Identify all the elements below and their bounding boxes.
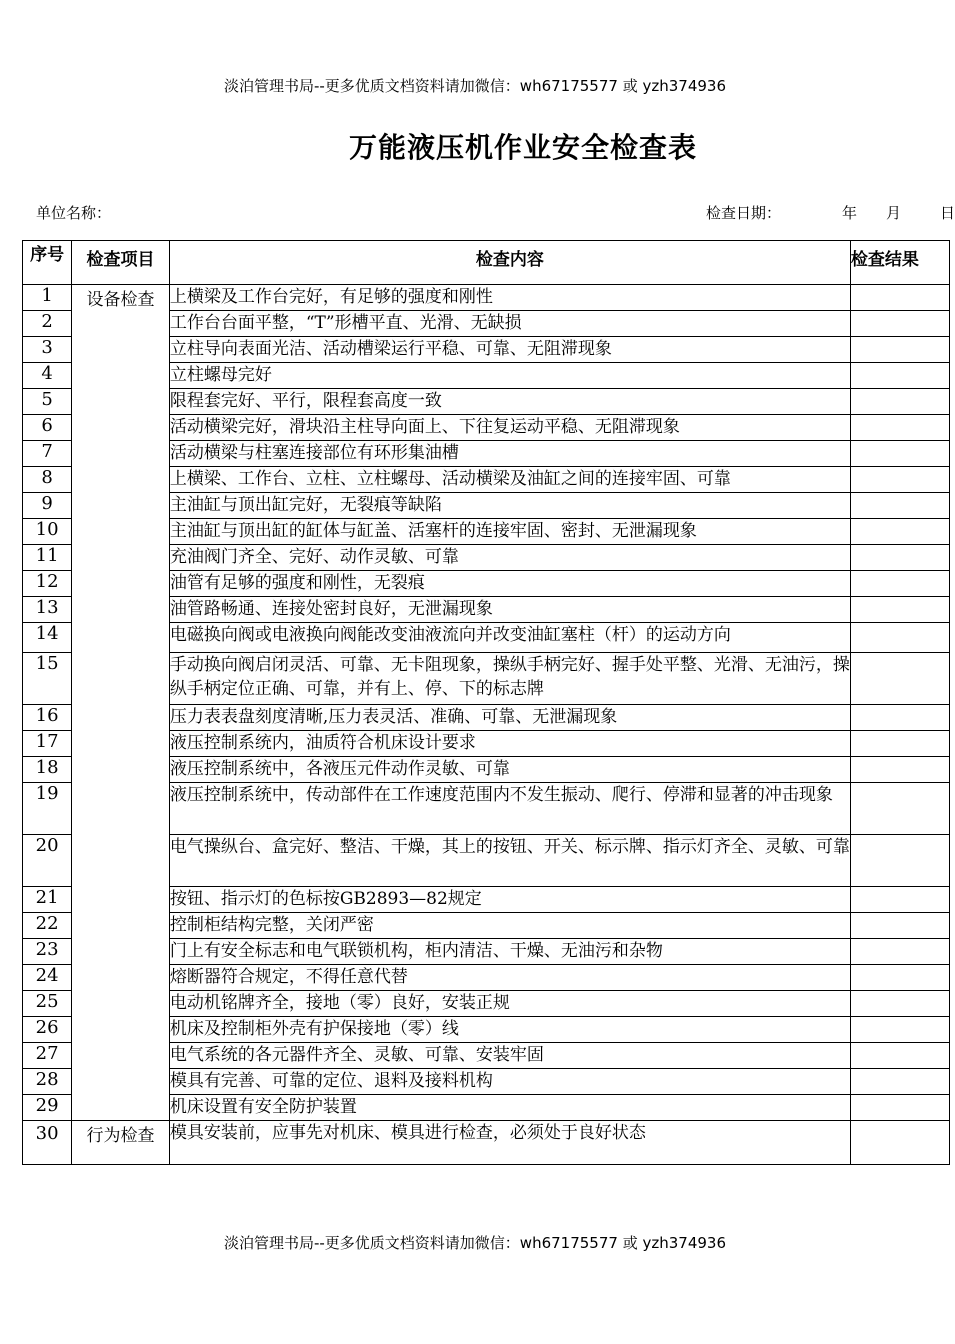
row-content: 油管路畅通、连接处密封良好，无泄漏现象	[169, 597, 850, 623]
row-seq: 11	[23, 545, 72, 571]
row-content: 上横梁、工作台、立柱、立柱螺母、活动横梁及油缸之间的连接牢固、可靠	[169, 467, 850, 493]
row-seq: 26	[23, 1017, 72, 1043]
row-result-cell[interactable]	[850, 1043, 949, 1069]
row-content: 机床及控制柜外壳有护保接地（零）线	[169, 1017, 850, 1043]
row-seq: 2	[23, 311, 72, 337]
row-result-cell[interactable]	[850, 623, 949, 653]
row-content: 电动机铭牌齐全，接地（零）良好，安装正规	[169, 991, 850, 1017]
row-seq: 16	[23, 705, 72, 731]
row-seq: 23	[23, 939, 72, 965]
row-result-cell[interactable]	[850, 363, 949, 389]
row-result-cell[interactable]	[850, 757, 949, 783]
row-result-cell[interactable]	[850, 441, 949, 467]
row-result-cell[interactable]	[850, 571, 949, 597]
row-result-cell[interactable]	[850, 783, 949, 835]
row-seq: 17	[23, 731, 72, 757]
header-result: 检查结果	[850, 241, 949, 285]
row-content: 控制柜结构完整，关闭严密	[169, 913, 850, 939]
row-seq: 29	[23, 1095, 72, 1121]
row-content: 手动换向阀启闭灵活、可靠、无卡阻现象，操纵手柄完好、握手处平整、光滑、无油污，操纵手柄定位正确、可靠，并有上、停、下的标志牌	[169, 653, 850, 705]
row-result-cell[interactable]	[850, 653, 949, 705]
row-content: 主油缸与顶出缸的缸体与缸盖、活塞杆的连接牢固、密封、无泄漏现象	[169, 519, 850, 545]
row-content: 充油阀门齐全、完好、动作灵敏、可靠	[169, 545, 850, 571]
row-seq: 20	[23, 835, 72, 887]
row-seq: 10	[23, 519, 72, 545]
row-seq: 28	[23, 1069, 72, 1095]
row-result-cell[interactable]	[850, 1121, 949, 1165]
page-title: 万能液压机作业安全检查表	[348, 131, 697, 164]
row-content: 工作台台面平整，“T”形槽平直、光滑、无缺损	[169, 311, 850, 337]
row-content: 油管有足够的强度和刚性，无裂痕	[169, 571, 850, 597]
row-content: 主油缸与顶出缸完好，无裂痕等缺陷	[169, 493, 850, 519]
row-seq: 9	[23, 493, 72, 519]
row-content: 按钮、指示灯的色标按GB2893—82规定	[169, 887, 850, 913]
table-row	[23, 285, 950, 311]
footer-watermark: 淡泊管理书局--更多优质文档资料请加微信：wh67175577 或 yzh374936	[223, 1234, 726, 1252]
row-seq: 12	[23, 571, 72, 597]
row-seq: 6	[23, 415, 72, 441]
row-seq: 30	[23, 1121, 72, 1165]
date-year-label: 年	[842, 204, 858, 222]
row-result-cell[interactable]	[850, 991, 949, 1017]
row-seq: 27	[23, 1043, 72, 1069]
table-row	[23, 1121, 950, 1165]
row-content: 电磁换向阀或电液换向阀能改变油液流向并改变油缸塞柱（杆）的运动方向	[169, 623, 850, 653]
date-day-label: 日	[940, 204, 955, 222]
row-content: 压力表表盘刻度清晰,压力表灵活、准确、可靠、无泄漏现象	[169, 705, 850, 731]
row-content: 门上有安全标志和电气联锁机构，柜内清洁、干燥、无油污和杂物	[169, 939, 850, 965]
row-content: 上横梁及工作台完好，有足够的强度和刚性	[169, 285, 850, 311]
row-result-cell[interactable]	[850, 1017, 949, 1043]
row-content: 电气系统的各元器件齐全、灵敏、可靠、安装牢固	[169, 1043, 850, 1069]
row-result-cell[interactable]	[850, 493, 949, 519]
header-seq: 序号	[23, 241, 72, 285]
check-date-label: 检查日期：	[706, 204, 782, 222]
row-content: 立柱螺母完好	[169, 363, 850, 389]
row-seq: 24	[23, 965, 72, 991]
row-result-cell[interactable]	[850, 545, 949, 571]
row-content: 液压控制系统内，油质符合机床设计要求	[169, 731, 850, 757]
row-content: 电气操纵台、盒完好、整洁、干燥，其上的按钮、开关、标示牌、指示灯齐全、灵敏、可靠	[169, 835, 850, 887]
row-seq: 4	[23, 363, 72, 389]
checklist-table	[22, 240, 950, 1165]
row-result-cell[interactable]	[850, 337, 949, 363]
row-result-cell[interactable]	[850, 415, 949, 441]
row-content: 液压控制系统中，各液压元件动作灵敏、可靠	[169, 757, 850, 783]
row-result-cell[interactable]	[850, 519, 949, 545]
category-equipment: 设备检查	[72, 285, 170, 1121]
row-seq: 21	[23, 887, 72, 913]
row-result-cell[interactable]	[850, 705, 949, 731]
row-seq: 15	[23, 653, 72, 705]
row-seq: 14	[23, 623, 72, 653]
row-result-cell[interactable]	[850, 731, 949, 757]
row-result-cell[interactable]	[850, 311, 949, 337]
row-result-cell[interactable]	[850, 887, 949, 913]
unit-name-label: 单位名称：	[36, 204, 112, 222]
header-watermark: 淡泊管理书局--更多优质文档资料请加微信：wh67175577 或 yzh374936	[223, 77, 726, 95]
row-result-cell[interactable]	[850, 285, 949, 311]
row-seq: 7	[23, 441, 72, 467]
row-result-cell[interactable]	[850, 835, 949, 887]
row-result-cell[interactable]	[850, 965, 949, 991]
row-content: 活动横梁完好，滑块沿主柱导向面上、下往复运动平稳、无阻滞现象	[169, 415, 850, 441]
row-content: 模具有完善、可靠的定位、退料及接料机构	[169, 1069, 850, 1095]
row-result-cell[interactable]	[850, 467, 949, 493]
row-seq: 19	[23, 783, 72, 835]
row-seq: 8	[23, 467, 72, 493]
table-body	[23, 285, 950, 1165]
header-category: 检查项目	[72, 241, 170, 285]
row-seq: 22	[23, 913, 72, 939]
row-result-cell[interactable]	[850, 597, 949, 623]
row-seq: 1	[23, 285, 72, 311]
row-seq: 25	[23, 991, 72, 1017]
row-result-cell[interactable]	[850, 1095, 949, 1121]
row-result-cell[interactable]	[850, 913, 949, 939]
category-behavior: 行为检查	[72, 1121, 170, 1165]
row-content: 液压控制系统中，传动部件在工作速度范围内不发生振动、爬行、停滞和显著的冲击现象	[169, 783, 850, 835]
row-seq: 13	[23, 597, 72, 623]
meta-row	[36, 202, 955, 222]
row-content: 模具安装前，应事先对机床、模具进行检查，必须处于良好状态	[169, 1121, 850, 1165]
row-content: 机床设置有安全防护装置	[169, 1095, 850, 1121]
table-header-row	[23, 241, 950, 285]
row-result-cell[interactable]	[850, 1069, 949, 1095]
row-content: 立柱导向表面光洁、活动槽梁运行平稳、可靠、无阻滞现象	[169, 337, 850, 363]
date-month-label: 月	[886, 204, 902, 222]
row-result-cell[interactable]	[850, 939, 949, 965]
row-content: 限程套完好、平行，限程套高度一致	[169, 389, 850, 415]
header-content: 检查内容	[169, 241, 850, 285]
row-result-cell[interactable]	[850, 389, 949, 415]
row-seq: 18	[23, 757, 72, 783]
row-content: 活动横梁与柱塞连接部位有环形集油槽	[169, 441, 850, 467]
row-content: 熔断器符合规定，不得任意代替	[169, 965, 850, 991]
row-seq: 3	[23, 337, 72, 363]
row-seq: 5	[23, 389, 72, 415]
